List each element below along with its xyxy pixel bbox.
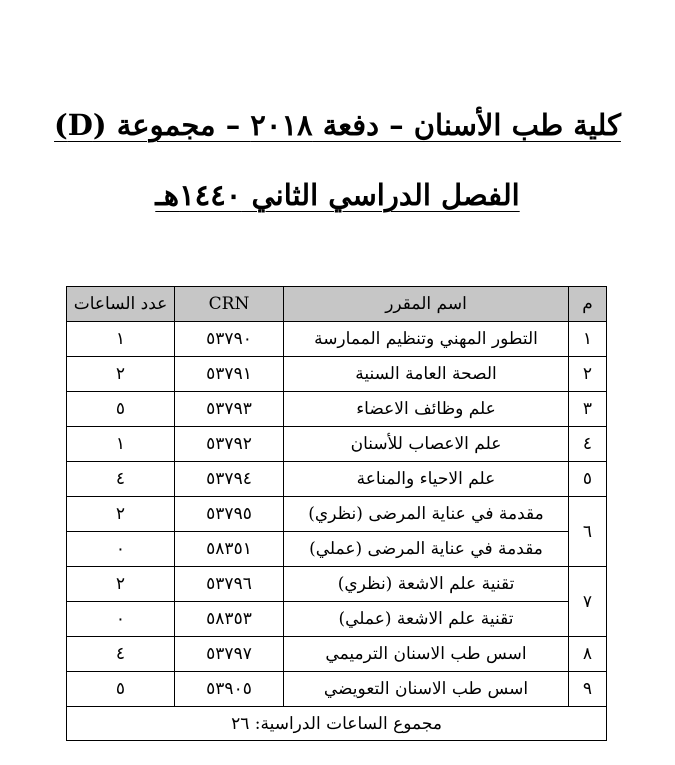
row-index: ٦ (569, 497, 607, 567)
course-crn: ٥٣٧٩٢ (175, 427, 284, 462)
course-crn: ٥٣٧٩٤ (175, 462, 284, 497)
course-hours: ٢ (67, 497, 175, 532)
course-table (66, 286, 607, 741)
row-index: ٢ (569, 357, 607, 392)
course-hours: ١ (67, 322, 175, 357)
header-crn: CRN (175, 287, 284, 322)
course-crn: ٥٣٧٩٠ (175, 322, 284, 357)
table-row (67, 602, 607, 637)
semester-title-text: الفصل الدراسي الثاني ١٤٤٠هـ (155, 178, 520, 212)
course-name: علم وظائف الاعضاء (284, 392, 569, 427)
course-hours: ١ (67, 427, 175, 462)
document-title-text: كلية طب الأسنان – دفعة ٢٠١٨ – مجموعة (D) (54, 108, 621, 142)
course-crn: ٥٣٧٩٣ (175, 392, 284, 427)
table-row (67, 462, 607, 497)
table-row (67, 497, 607, 532)
table-row (67, 672, 607, 707)
course-name: علم الاحياء والمناعة (284, 462, 569, 497)
course-hours: ٤ (67, 637, 175, 672)
row-index: ٤ (569, 427, 607, 462)
row-index: ٣ (569, 392, 607, 427)
course-hours: ٥ (67, 392, 175, 427)
course-crn: ٥٣٩٠٥ (175, 672, 284, 707)
course-name: مقدمة في عناية المرضى (نظري) (284, 497, 569, 532)
course-crn: ٥٣٧٩٧ (175, 637, 284, 672)
table-row (67, 357, 607, 392)
course-hours: ٢ (67, 567, 175, 602)
row-index: ٧ (569, 567, 607, 637)
table-header-row (67, 287, 607, 322)
header-course-name: اسم المقرر (284, 287, 569, 322)
table-row (67, 427, 607, 462)
course-name: اسس طب الاسنان الترميمي (284, 637, 569, 672)
course-crn: ٥٣٧٩١ (175, 357, 284, 392)
semester-title (0, 178, 675, 212)
header-index: م (569, 287, 607, 322)
course-name: اسس طب الاسنان التعويضي (284, 672, 569, 707)
course-hours: ٤ (67, 462, 175, 497)
course-crn: ٥٣٧٩٥ (175, 497, 284, 532)
header-hours: عدد الساعات (67, 287, 175, 322)
course-hours: ٠ (67, 532, 175, 567)
table-row (67, 322, 607, 357)
total-hours: مجموع الساعات الدراسية: ٢٦ (67, 707, 607, 741)
row-index: ٥ (569, 462, 607, 497)
row-index: ١ (569, 322, 607, 357)
course-name: التطور المهني وتنظيم الممارسة (284, 322, 569, 357)
course-hours: ٠ (67, 602, 175, 637)
course-name: علم الاعصاب للأسنان (284, 427, 569, 462)
row-index: ٩ (569, 672, 607, 707)
course-name: تقنية علم الاشعة (نظري) (284, 567, 569, 602)
course-name: مقدمة في عناية المرضى (عملي) (284, 532, 569, 567)
table-row (67, 392, 607, 427)
row-index: ٨ (569, 637, 607, 672)
table-row (67, 567, 607, 602)
course-crn: ٥٨٣٥٣ (175, 602, 284, 637)
table-row (67, 637, 607, 672)
course-crn: ٥٨٣٥١ (175, 532, 284, 567)
table-footer-row (67, 707, 607, 741)
course-name: الصحة العامة السنية (284, 357, 569, 392)
course-name: تقنية علم الاشعة (عملي) (284, 602, 569, 637)
course-hours: ٥ (67, 672, 175, 707)
document-title (0, 108, 675, 142)
course-crn: ٥٣٧٩٦ (175, 567, 284, 602)
table-row (67, 532, 607, 567)
course-hours: ٢ (67, 357, 175, 392)
